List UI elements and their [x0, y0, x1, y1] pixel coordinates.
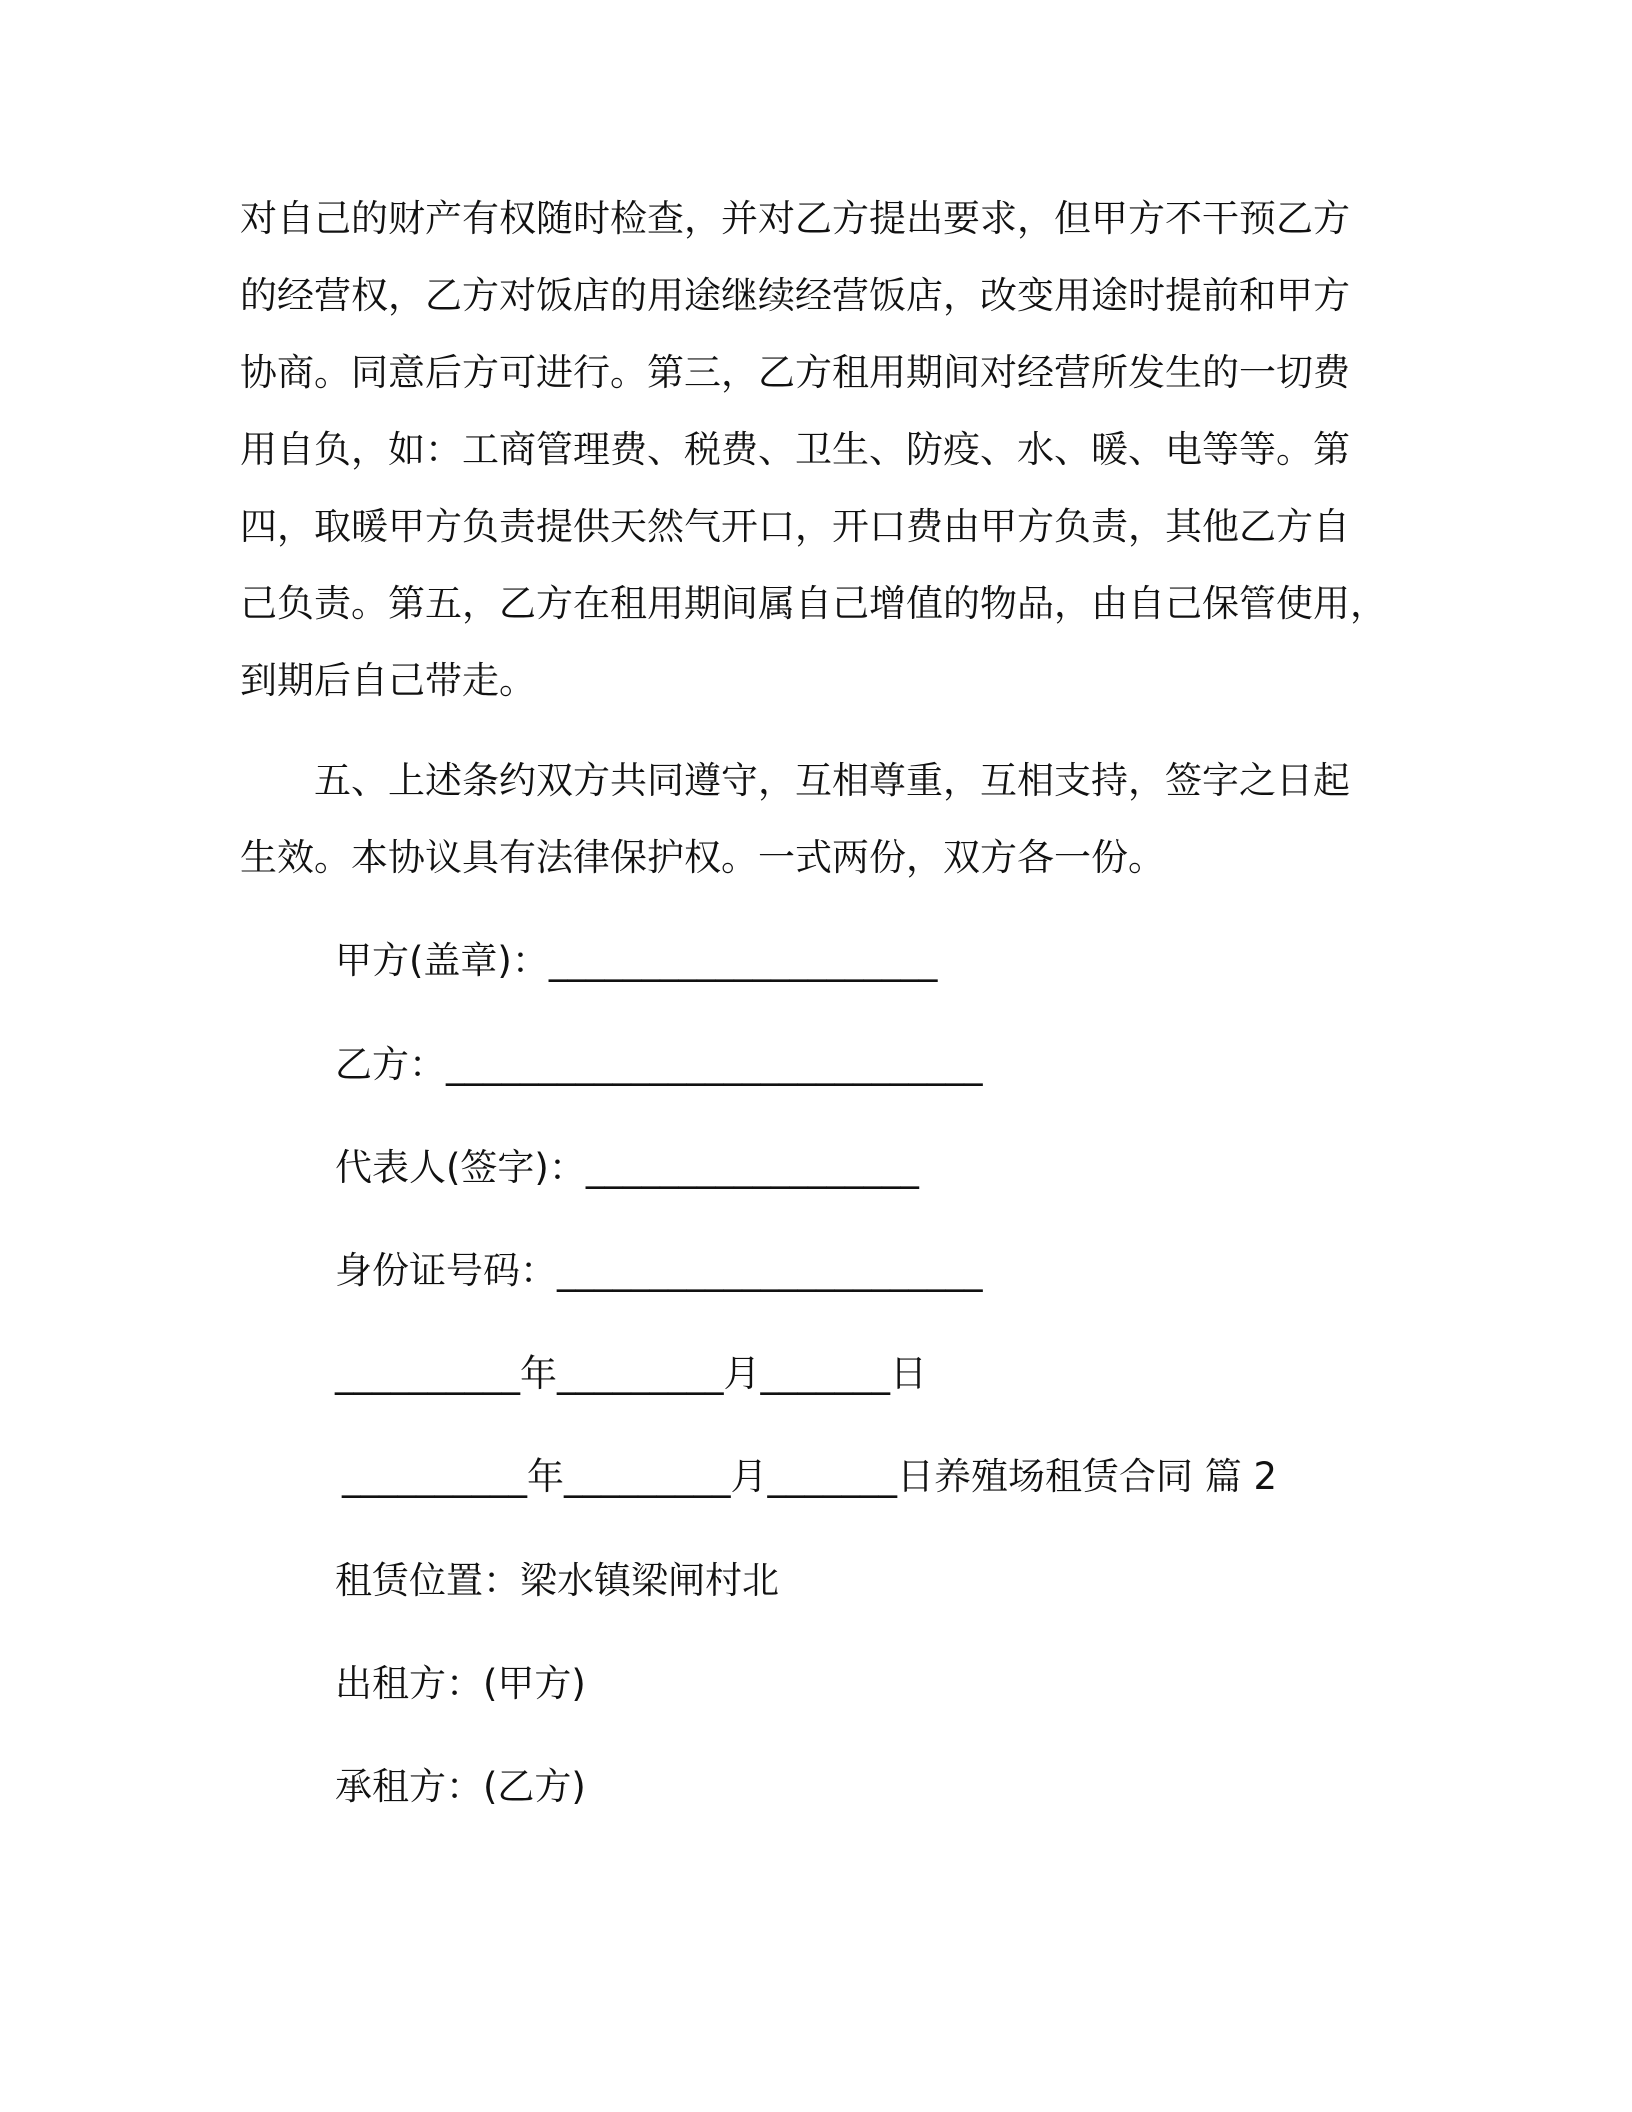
- date-and-section-title: __________年_________月_______日养殖场租赁合同 篇 2: [342, 1455, 1278, 1498]
- id-number-field: 身份证号码：_______________________: [335, 1249, 983, 1292]
- paragraph-line: 协商。同意后方可进行。第三，乙方租用期间对经营所发生的一切费: [240, 351, 1350, 394]
- paragraph-line: 对自己的财产有权随时检查，并对乙方提出要求，但甲方不干预乙方: [240, 197, 1350, 240]
- paragraph-line: 用自负，如：工商管理费、税费、卫生、防疫、水、暖、电等等。第: [240, 428, 1350, 471]
- lessor-field: 出租方：(甲方): [335, 1662, 586, 1705]
- lessee-field: 承租方：(乙方): [335, 1765, 586, 1808]
- party-a-seal-field: 甲方(盖章)：_____________________: [335, 939, 938, 982]
- paragraph-line: 生效。本协议具有法律保护权。一式两份，双方各一份。: [240, 836, 1165, 879]
- paragraph-line: 四，取暖甲方负责提供天然气开口，开口费由甲方负责，其他乙方自: [240, 505, 1350, 548]
- date-field: __________年_________月_______日: [335, 1352, 927, 1395]
- paragraph-line: 的经营权，乙方对饭店的用途继续经营饭店，改变用途时提前和甲方: [240, 274, 1350, 317]
- paragraph-line: 己负责。第五，乙方在租用期间属自己增值的物品，由自己保管使用，: [240, 582, 1387, 625]
- party-b-field: 乙方：_____________________________: [335, 1043, 983, 1086]
- paragraph-line: 五、上述条约双方共同遵守，互相尊重，互相支持，签字之日起: [240, 759, 1350, 802]
- representative-signature-field: 代表人(签字)：__________________: [335, 1146, 919, 1189]
- paragraph-line: 到期后自己带走。: [240, 659, 536, 702]
- lease-location-field: 租赁位置：梁水镇梁闸村北: [335, 1559, 779, 1602]
